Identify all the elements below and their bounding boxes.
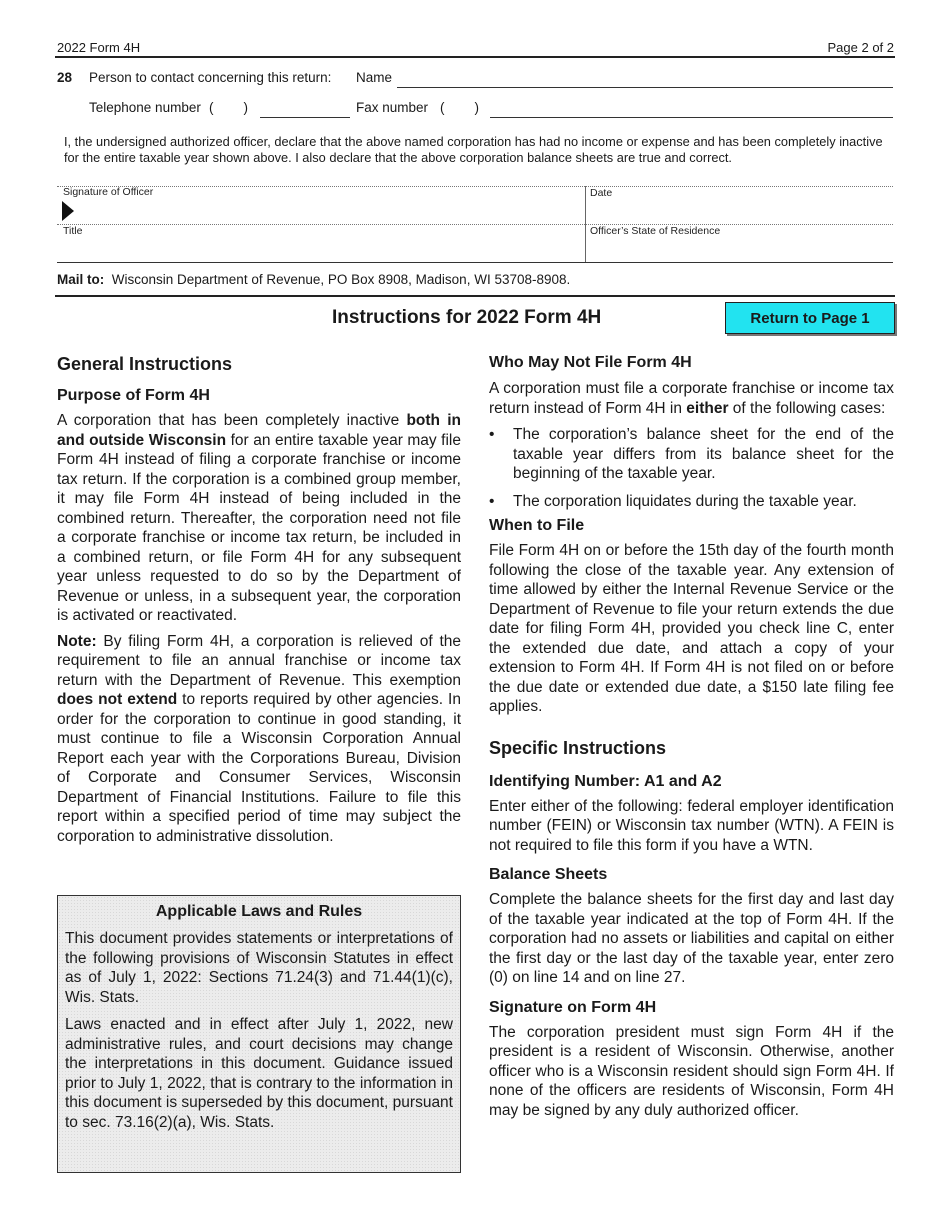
name-label: Name — [356, 70, 393, 85]
mail-rule — [55, 295, 895, 297]
bullet-item-2: • The corporation liquidates during the taxable year. — [489, 492, 857, 510]
date-label: Date — [590, 187, 613, 199]
right-column — [489, 354, 894, 1120]
general-instructions-heading: General Instructions — [57, 354, 233, 374]
signature-label: Signature of Officer — [63, 186, 154, 198]
residence-label: Officer’s State of Residence — [590, 225, 721, 237]
mail-label: Mail to: — [57, 272, 105, 287]
line-28-number: 28 — [57, 70, 73, 85]
header-rule — [55, 56, 895, 58]
when-to-file-heading: When to File — [489, 517, 585, 534]
name-field[interactable] — [397, 87, 893, 88]
balance-sheets-heading: Balance Sheets — [489, 866, 608, 883]
laws-paragraph-1: This document provides statements or interpretations of the following provisions of Wisconsin Statutes in effect as of July 1, 2022: Sections 71.24(3) and 71.44(1)(c), Wis. Stats. — [65, 930, 453, 1006]
mail-to — [57, 272, 570, 287]
signature-field[interactable] — [80, 196, 580, 222]
mail-address: Wisconsin Department of Revenue, PO Box 8908, Madison, WI 53708-8908. — [111, 272, 571, 287]
signature-arrow-icon — [62, 201, 74, 221]
bullet-item-1: • The corporation’s balance sheet for the end of the taxable year differs from its balance sheet for the beginning of the taxable year. — [489, 426, 894, 482]
declaration-text: I, the undersigned authorized officer, declare that the above named corporation has had no income or expense and has been completely inactive for the entire taxable year shown above. I also declare that the above corporation balance sheets are true and correct. — [64, 134, 883, 165]
who-paragraph: A corporation must file a corporate franchise or income tax return instead of Form 4H in either of the following cases: — [489, 380, 894, 417]
signature-paragraph: The corporation president must sign Form 4H if the president is a resident of Wisconsin. Otherwise, another officer who is a Wisconsin resident should sign Form 4H. If none of the officers are residents of Wisconsin, Form 4H may be signed by any duly authorized officer. — [489, 1023, 894, 1119]
contact-label: Person to contact concerning this return: — [89, 70, 332, 85]
laws-heading: Applicable Laws and Rules — [155, 903, 363, 920]
who-may-not-file-heading: Who May Not File Form 4H — [489, 354, 692, 371]
residence-field[interactable] — [588, 238, 888, 260]
return-to-page-1-button[interactable]: Return to Page 1 — [725, 302, 895, 334]
sig-mid-rule — [57, 224, 893, 225]
signature-heading: Signature on Form 4H — [489, 998, 657, 1016]
sig-bottom-rule — [57, 262, 893, 263]
title-field[interactable] — [60, 238, 580, 260]
fax-paren: ( ) — [440, 100, 479, 115]
purpose-heading: Purpose of Form 4H — [57, 387, 210, 404]
date-field[interactable] — [588, 200, 888, 222]
when-paragraph: File Form 4H on or before the 15th day of the fourth month following the close of the taxable year. Any extension of time allowed by either the Internal Revenue Service or the Department of Revenue to file your return extends the due date for filing Form 4H, provided you check line C, enter the extended due date, and attach a copy of your extension to Form 4H. If Form 4H is not filed on or before the due date or extended due date, a $150 late filing fee applies. — [489, 542, 894, 715]
title-label: Title — [63, 225, 83, 237]
laws-paragraph-2: Laws enacted and in effect after July 1, 2022, new administrative rules, and court decisions may change the interpretations in this document. Guidance issued prior to July 1, 2022, that is contrary to the information in this document is superseded by this document, pursuant to sec. 73.16(2)(a), Wis. Stats. — [65, 1016, 453, 1131]
note-paragraph: Note: By filing Form 4H, a corporation is relieved of the requirement to file an annual franchise or income tax return with the Department of Revenue. This exemption does not extend to reports required by other agencies. In order for the corporation to continue in good standing, it must continue to file a Wisconsin Corporation Annual Report each year with the Corporations Bureau, Division of Corporate and Consumer Services, Wisconsin Department of Financial Institutions. Failure to file this report within a specified period of time may subject the corporation to administrative dissolution. — [57, 632, 461, 845]
sig-top-rule — [57, 186, 893, 187]
purpose-paragraph: A corporation that has been completely inactive both in and outside Wisconsin for an entire taxable year may file Form 4H instead of filing a corporate franchise or income tax return. If the corporation is a combined group member, it may file Form 4H instead of being included in the combined return. Thereafter, the corporation need not file a corporate franchise or income tax return, be included in a combined return, or file Form 4H for any subsequent year unless requested to do so by the Department of Revenue or unless, in a subsequent year, the corporation is activated or reactivated. — [57, 412, 462, 624]
balance-paragraph: Complete the balance sheets for the first day and last day of the taxable year indicated at the top of Form 4H. If the corporation had no assets or liabilities and capital on either the first day or the last day of the taxable year, enter zero (0) on line 14 and on line 27. — [489, 891, 894, 986]
applicable-laws-box — [57, 895, 461, 1173]
page-number: Page 2 of 2 — [827, 40, 894, 55]
telephone-field[interactable] — [260, 117, 350, 118]
identifying-number-heading: Identifying Number: A1 and A2 — [489, 772, 722, 790]
specific-instructions-heading: Specific Instructions — [489, 737, 667, 758]
fax-label: Fax number — [356, 100, 429, 115]
fax-field[interactable] — [490, 117, 893, 118]
identifying-paragraph: Enter either of the following: federal employer identification number (FEIN) or Wisconsin tax number (WTN). A FEIN is not required to file this form if you have a WTN. — [489, 797, 894, 854]
left-column — [57, 354, 461, 846]
telephone-paren: ( ) — [209, 100, 248, 115]
form-id: 2022 Form 4H — [57, 40, 141, 55]
instructions-title: Instructions for 2022 Form 4H — [332, 307, 602, 328]
telephone-label: Telephone number — [89, 100, 201, 115]
